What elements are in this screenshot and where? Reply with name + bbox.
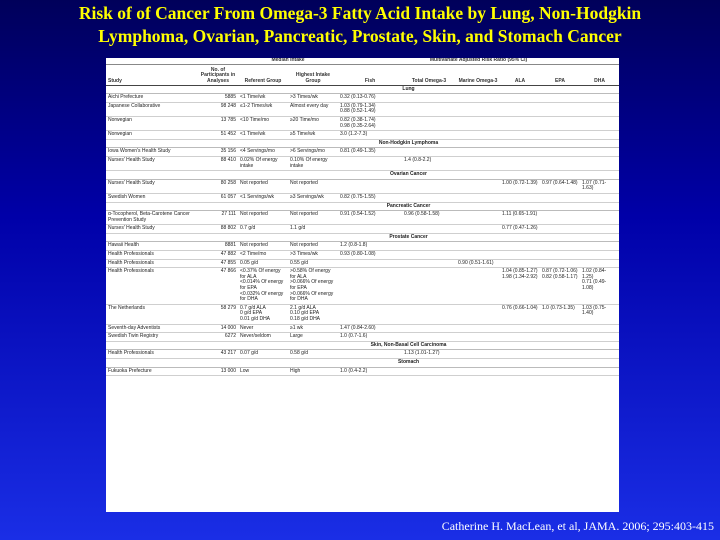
table-cell: >0.58% Of energy for ALA >0.066% Of energy for EPA >0.066% Of energy for DHA [288,268,338,305]
table-cell: Health Professionals [106,268,198,305]
table-cell: Not reported [238,211,288,225]
table-cell [540,131,580,140]
section-row [106,358,619,367]
table-row [106,148,619,157]
table-cell: ≥20 Time/mo [288,116,338,130]
table-cell: 1.0 (0.4-2.2) [338,367,402,376]
table-cell: 0.87 (0.72-1.06) 0.82 (0.58-1.17) [540,268,580,305]
table-cell: The Netherlands [106,304,198,324]
table-cell: 1.1 g/d [288,225,338,234]
table-cell: 5885 [198,94,238,103]
table-cell: Fukuoka Prefecture [106,367,198,376]
table-cell: 47 866 [198,268,238,305]
table-cell [456,367,500,376]
table-cell [500,333,540,342]
table-row [106,251,619,260]
table-cell: 51 452 [198,131,238,140]
section-row [106,202,619,211]
table-cell: >6 Servings/mo [288,148,338,157]
table-cell: 0.10% Of energy intake [288,156,338,170]
table-row [106,156,619,170]
table-row [106,193,619,202]
table-cell [540,251,580,260]
table-cell [540,242,580,251]
table-cell [500,367,540,376]
table-cell: <4 Servings/mo [238,148,288,157]
table-cell: Health Professionals [106,259,198,268]
table-cell: >3 Times/wk [288,251,338,260]
section-title: Prostate Cancer [198,233,619,242]
table-row [106,242,619,251]
table-cell: 98 248 [198,102,238,116]
table-cell [500,259,540,268]
table-cell: 1.04 (0.85-1.27) 1.98 (1.34-2.92) [500,268,540,305]
table-cell: 35 156 [198,148,238,157]
table-cell [580,211,619,225]
table-cell: 13 785 [198,116,238,130]
table-cell [402,179,456,193]
table-cell: 6272 [198,333,238,342]
column-header-row [106,64,619,85]
table-cell: 27 111 [198,211,238,225]
table-cell: ≥5 Time/wk [288,131,338,140]
table-cell: Low [238,367,288,376]
median-intake-header: Median Intake [238,58,338,64]
table-cell [580,225,619,234]
table-cell [540,324,580,333]
table-cell: 14 000 [198,324,238,333]
column-header: DHA [580,64,619,85]
table-cell [500,131,540,140]
table-cell: Aichi Prefecture [106,94,198,103]
table-row [106,225,619,234]
table-cell: 47 855 [198,259,238,268]
table-cell: 1.13 (1.01-1.27) [402,350,456,359]
table-cell [456,179,500,193]
table-cell [540,350,580,359]
table-cell [402,268,456,305]
table-cell: 88 410 [198,156,238,170]
table-cell [402,193,456,202]
table-row [106,116,619,130]
table-cell: Not reported [238,179,288,193]
table-cell [580,102,619,116]
table-cell: Never/seldom [238,333,288,342]
table-row [106,94,619,103]
section-title: Skin, Non-Basal Cell Carcinoma [198,341,619,350]
table-row [106,304,619,324]
table-cell [580,242,619,251]
table-row [106,333,619,342]
table-cell [402,148,456,157]
table-cell: 0.55 g/d [288,259,338,268]
table-cell [338,156,402,170]
table-cell [540,259,580,268]
table-cell [500,251,540,260]
table-cell [402,367,456,376]
table-row [106,259,619,268]
column-header: Highest Intake Group [288,64,338,85]
table-row [106,131,619,140]
table-cell: 1.4 (0.8-2.2) [402,156,456,170]
table-cell: <1 Time/wk [238,94,288,103]
table-cell: High [288,367,338,376]
table-cell [456,211,500,225]
column-header: EPA [540,64,580,85]
table-cell: 1.03 (0.79-1.34) 0.88 (0.52-1.49) [338,102,402,116]
table-cell [540,367,580,376]
table-row [106,324,619,333]
table-cell: 0.77 (0.47-1.26) [500,225,540,234]
table-cell: 0.07 g/d [238,350,288,359]
section-row [106,85,619,94]
table-cell [402,116,456,130]
table-cell [540,116,580,130]
table-row [106,268,619,305]
table-cell: 0.82 (0.38-1.74) 0.98 (0.35-2.64) [338,116,402,130]
table-cell [540,156,580,170]
table-cell [580,350,619,359]
table-cell [456,225,500,234]
table-cell: 0.93 (0.80-1.08) [338,251,402,260]
table-cell [580,367,619,376]
table-cell: 58 279 [198,304,238,324]
title-line-2: Lymphoma, Ovarian, Pancreatic, Prostate, Skin, and Stomach Cancer [98,26,622,46]
table-row [106,367,619,376]
table-cell [540,333,580,342]
section-title: Pancreatic Cancer [198,202,619,211]
table-cell: 1.0 (0.7-1.6) [338,333,402,342]
table-cell [500,148,540,157]
table-cell: 2.1 g/d ALA 0.10 g/d EPA 0.18 g/d DHA [288,304,338,324]
table-cell: 3.0 (1.2-7.3) [338,131,402,140]
table-row [106,102,619,116]
section-row [106,139,619,148]
table-cell: 47 882 [198,251,238,260]
table-cell: Nurses' Health Study [106,156,198,170]
table-cell: 13 000 [198,367,238,376]
table-cell: 61 057 [198,193,238,202]
table-cell [402,94,456,103]
table-cell [540,148,580,157]
table-cell [580,116,619,130]
column-header: Marine Omega-3 [456,64,500,85]
section-title: Ovarian Cancer [198,171,619,180]
table-cell [456,242,500,251]
table-cell [580,148,619,157]
section-row [106,233,619,242]
table-cell [500,116,540,130]
section-row [106,341,619,350]
table-cell: Not reported [288,242,338,251]
table-cell: 1.03 (0.75-1.40) [580,304,619,324]
table-cell: 1.07 (0.71-1.63) [580,179,619,193]
table-cell: 80 258 [198,179,238,193]
table-cell: Swedish Women [106,193,198,202]
table-cell [540,94,580,103]
table-cell: 0.7 g/d [238,225,288,234]
table-cell: 88 802 [198,225,238,234]
table-cell [402,333,456,342]
table-cell: α-Tocopherol, Beta-Carotene Cancer Prevention Study [106,211,198,225]
table-cell [580,131,619,140]
table-cell [402,131,456,140]
risk-ratio-header: Multivariate Adjusted Risk Ratio (95% CI) [338,58,619,64]
table-cell [338,304,402,324]
table-cell: 0.58 g/d [288,350,338,359]
table-cell [456,268,500,305]
citation: Catherine H. MacLean, et al, JAMA. 2006; 295:403-415 [441,519,714,533]
table-cell [402,324,456,333]
table-cell [402,304,456,324]
column-header: Referent Group [238,64,288,85]
table-cell [338,350,402,359]
section-title: Non-Hodgkin Lymphoma [198,139,619,148]
table-cell: 1.47 (0.84-2.60) [338,324,402,333]
table-cell [500,193,540,202]
table-cell: 0.7 g/d ALA 0 g/d EPA 0.01 g/d DHA [238,304,288,324]
column-header: ALA [500,64,540,85]
table-cell [402,102,456,116]
table-cell: 0.76 (0.66-1.04) [500,304,540,324]
table-cell [338,179,402,193]
table-cell: Not reported [238,242,288,251]
table-cell [456,116,500,130]
column-header: No. of Participants in Analyses [198,64,238,85]
table-cell [456,251,500,260]
table-cell [580,324,619,333]
table-cell [540,225,580,234]
table-cell: Not reported [288,179,338,193]
table-cell: ≥1 wk [288,324,338,333]
table-cell: <0.37% Of energy for ALA <0.014% Of energy for EPA <0.032% Of energy for DHA [238,268,288,305]
table-cell [402,251,456,260]
table-cell: 1.00 (0.72-1.39) [500,179,540,193]
table-body [106,85,619,376]
table-cell: Iowa Women's Health Study [106,148,198,157]
column-header: Study [106,64,198,85]
table-row [106,179,619,193]
table-cell [580,251,619,260]
table-cell [456,324,500,333]
table-cell: Norwegian [106,131,198,140]
table-cell: 0.82 (0.75-1.55) [338,193,402,202]
table-cell: 0.02% Of energy intake [238,156,288,170]
table-cell: Almost every day [288,102,338,116]
table-cell [580,333,619,342]
table-cell [338,259,402,268]
table-cell [500,94,540,103]
table-cell [402,225,456,234]
table-cell: 0.32 (0.13-0.76) [338,94,402,103]
table-cell [580,94,619,103]
table-cell: 1.0 (0.73-1.35) [540,304,580,324]
table-cell: ≥3 Servings/wk [288,193,338,202]
risk-ratio-table [106,58,619,376]
table-cell: Norwegian [106,116,198,130]
table-cell: 0.91 (0.54-1.52) [338,211,402,225]
table-cell: <1 Time/wk [238,131,288,140]
table-cell: 1.2 (0.8-1.8) [338,242,402,251]
table-cell: Large [288,333,338,342]
title-line-1: Risk of of Cancer From Omega-3 Fatty Acid Intake by Lung, Non-Hodgkin [78,3,642,23]
table-cell [500,156,540,170]
column-header: Fish [338,64,402,85]
table-cell [540,193,580,202]
table-cell [540,102,580,116]
table-cell: <2 Time/mo [238,251,288,260]
table-cell: Swedish Twin Registry [106,333,198,342]
table-cell [456,156,500,170]
table-cell: Not reported [288,211,338,225]
table-cell [402,259,456,268]
results-table-image [106,58,619,512]
table-cell: 0.81 (0.49-1.35) [338,148,402,157]
column-header: Total Omega-3 [402,64,456,85]
table-cell [580,259,619,268]
table-cell [500,324,540,333]
section-title: Stomach [198,358,619,367]
table-cell [540,211,580,225]
table-cell: >3 Times/wk [288,94,338,103]
table-cell [580,193,619,202]
table-cell [338,225,402,234]
slide-title [0,2,720,48]
table-cell: Japanese Collaborative [106,102,198,116]
table-cell: Nurses' Health Study [106,225,198,234]
table-cell: 43 217 [198,350,238,359]
section-title: Lung [198,85,619,94]
table-cell: 1.02 (0.84-1.25) 0.71 (0.49-1.08) [580,268,619,305]
table-cell [500,350,540,359]
table-cell [402,242,456,251]
table-cell: 0.96 (0.58-1.58) [402,211,456,225]
table-cell [500,102,540,116]
table-row [106,350,619,359]
table-cell: Never [238,324,288,333]
table-row [106,211,619,225]
table-cell: 0.90 (0.51-1.61) [456,259,500,268]
table-cell [456,94,500,103]
table-cell [456,148,500,157]
table-cell: Health Professionals [106,251,198,260]
table-cell: 0.05 g/d [238,259,288,268]
table-cell: ≤1-2 Times/wk [238,102,288,116]
table-cell [500,242,540,251]
table-cell: Hawaii Health [106,242,198,251]
table-cell [580,156,619,170]
table-cell: 0.97 (0.64-1.48) [540,179,580,193]
table-cell [456,131,500,140]
table-cell [456,102,500,116]
table-cell: Health Professionals [106,350,198,359]
table-cell: Nurses' Health Study [106,179,198,193]
section-row [106,171,619,180]
table-cell [456,193,500,202]
table-cell [456,304,500,324]
table-cell: 1.11 (0.65-1.91) [500,211,540,225]
table-cell: <10 Time/mo [238,116,288,130]
table-cell: <1 Servings/wk [238,193,288,202]
table-cell [456,333,500,342]
table-cell [456,350,500,359]
table-cell: Seventh-day Adventists [106,324,198,333]
table-cell [338,268,402,305]
table-cell: 8881 [198,242,238,251]
